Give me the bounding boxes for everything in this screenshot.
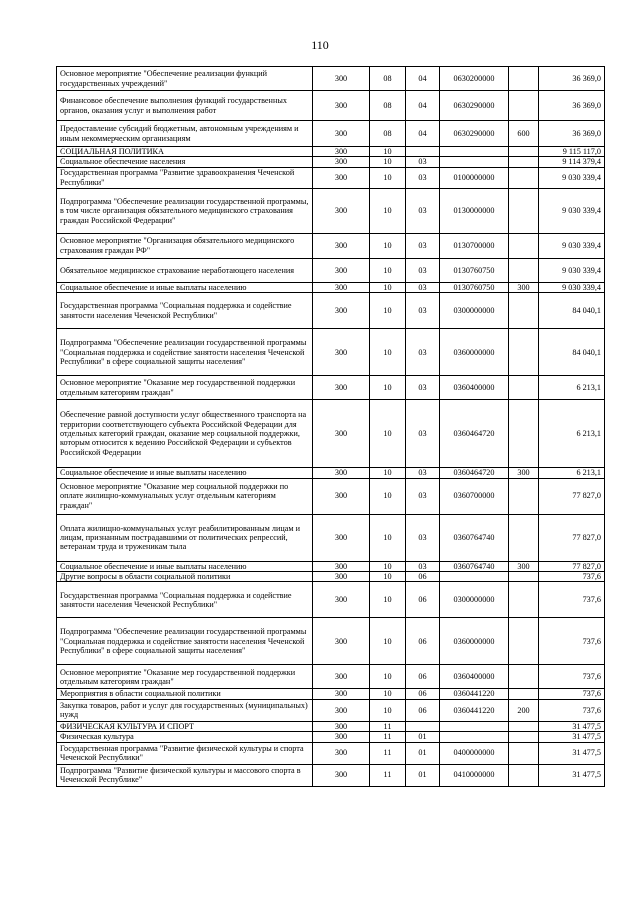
section-code-cell: 10 (370, 167, 406, 188)
row-name-cell: СОЦИАЛЬНАЯ ПОЛИТИКА (57, 147, 313, 157)
amount-cell: 31 477,5 (539, 721, 605, 731)
table-row (57, 282, 605, 292)
row-name-cell: Основное мероприятие "Оказание мер социальной поддержки по оплате жилищно-коммунальных услуг отдельным категориям граждан" (57, 478, 313, 514)
row-name-cell: Подпрограмма "Обеспечение реализации государственной программы, в том числе организация обязательного медицинского страхования граждан Российской Федерации" (57, 188, 313, 233)
ministry-code-cell: 300 (313, 561, 370, 571)
table-row (57, 665, 605, 689)
expense-type-cell: 300 (509, 282, 539, 292)
ministry-code-cell: 300 (313, 689, 370, 699)
section-code-cell: 08 (370, 91, 406, 121)
expense-type-cell (509, 514, 539, 561)
row-name-cell: Подпрограмма "Обеспечение реализации государственной программы "Социальная поддержка и содействие занятости населения Чеченской Республики" в сфере социальной защиты населения" (57, 329, 313, 376)
ministry-code-cell: 300 (313, 67, 370, 91)
expense-type-cell (509, 742, 539, 764)
ministry-code-cell: 300 (313, 618, 370, 665)
ministry-code-cell: 300 (313, 514, 370, 561)
section-code-cell: 10 (370, 572, 406, 582)
amount-cell: 9 030 339,4 (539, 167, 605, 188)
subsection-code-cell: 03 (406, 258, 440, 282)
subsection-code-cell: 03 (406, 157, 440, 167)
row-name-cell: Государственная программа "Социальная поддержка и содействие занятости населения Чеченской Республики" (57, 582, 313, 618)
target-article-cell (440, 147, 509, 157)
target-article-cell: 0300000000 (440, 293, 509, 329)
target-article-cell (440, 721, 509, 731)
subsection-code-cell: 03 (406, 282, 440, 292)
amount-cell: 9 114 379,4 (539, 157, 605, 167)
ministry-code-cell: 300 (313, 233, 370, 258)
section-code-cell: 10 (370, 282, 406, 292)
amount-cell: 737,6 (539, 572, 605, 582)
target-article-cell: 0360441220 (440, 699, 509, 721)
amount-cell: 737,6 (539, 689, 605, 699)
ministry-code-cell: 300 (313, 699, 370, 721)
target-article-cell: 0360000000 (440, 618, 509, 665)
row-name-cell: ФИЗИЧЕСКАЯ КУЛЬТУРА И СПОРТ (57, 721, 313, 731)
table-row (57, 572, 605, 582)
ministry-code-cell: 300 (313, 329, 370, 376)
table-row (57, 67, 605, 91)
row-name-cell: Обеспечение равной доступности услуг общественного транспорта на территории соответствующего субъекта Российской Федерации для отдельных категорий граждан, оказание мер социальной поддержки, которым относится к ведению Российской Федерации и субъектов Российской Федерации (57, 400, 313, 468)
row-name-cell: Государственная программа "Развитие здравоохранения Чеченской Республики" (57, 167, 313, 188)
amount-cell: 77 827,0 (539, 478, 605, 514)
target-article-cell: 0300000000 (440, 582, 509, 618)
table-row (57, 689, 605, 699)
amount-cell: 31 477,5 (539, 742, 605, 764)
subsection-code-cell: 03 (406, 376, 440, 400)
amount-cell: 9 030 339,4 (539, 258, 605, 282)
target-article-cell: 0360400000 (440, 665, 509, 689)
row-name-cell: Социальное обеспечение населения (57, 157, 313, 167)
amount-cell: 6 213,1 (539, 468, 605, 478)
table-row (57, 157, 605, 167)
amount-cell: 6 213,1 (539, 376, 605, 400)
ministry-code-cell: 300 (313, 665, 370, 689)
expense-type-cell: 600 (509, 121, 539, 147)
table-row (57, 618, 605, 665)
expense-type-cell (509, 572, 539, 582)
expense-type-cell (509, 91, 539, 121)
ministry-code-cell: 300 (313, 742, 370, 764)
ministry-code-cell: 300 (313, 258, 370, 282)
section-code-cell: 10 (370, 258, 406, 282)
section-code-cell: 10 (370, 293, 406, 329)
target-article-cell: 0360464720 (440, 468, 509, 478)
section-code-cell: 10 (370, 233, 406, 258)
ministry-code-cell: 300 (313, 147, 370, 157)
table-row (57, 699, 605, 721)
target-article-cell (440, 157, 509, 167)
expense-type-cell (509, 167, 539, 188)
amount-cell: 737,6 (539, 582, 605, 618)
section-code-cell: 11 (370, 732, 406, 742)
section-code-cell: 10 (370, 514, 406, 561)
target-article-cell: 0410000000 (440, 764, 509, 786)
table-row (57, 121, 605, 147)
target-article-cell: 0130760750 (440, 282, 509, 292)
ministry-code-cell: 300 (313, 721, 370, 731)
row-name-cell: Предоставление субсидий бюджетным, автономным учреждениям и иным некоммерческим организациям (57, 121, 313, 147)
row-name-cell: Основное мероприятие "Обеспечение реализации функций государственных учреждений" (57, 67, 313, 91)
ministry-code-cell: 300 (313, 764, 370, 786)
ministry-code-cell: 300 (313, 91, 370, 121)
expense-type-cell (509, 293, 539, 329)
subsection-code-cell: 03 (406, 188, 440, 233)
expense-type-cell (509, 721, 539, 731)
ministry-code-cell: 300 (313, 572, 370, 582)
ministry-code-cell: 300 (313, 582, 370, 618)
amount-cell: 737,6 (539, 618, 605, 665)
row-name-cell: Подпрограмма "Развитие физической культуры и массового спорта в Чеченской Республике" (57, 764, 313, 786)
subsection-code-cell: 03 (406, 478, 440, 514)
section-code-cell: 10 (370, 561, 406, 571)
amount-cell: 737,6 (539, 699, 605, 721)
budget-table-body (57, 67, 605, 787)
section-code-cell: 11 (370, 764, 406, 786)
row-name-cell: Мероприятия в области социальной политики (57, 689, 313, 699)
target-article-cell: 0360441220 (440, 689, 509, 699)
row-name-cell: Основное мероприятие "Оказание мер государственной поддержки отдельным категориям граждан" (57, 665, 313, 689)
amount-cell: 36 369,0 (539, 67, 605, 91)
expense-type-cell: 200 (509, 699, 539, 721)
ministry-code-cell: 300 (313, 400, 370, 468)
section-code-cell: 10 (370, 699, 406, 721)
amount-cell: 31 477,5 (539, 732, 605, 742)
expense-type-cell: 300 (509, 561, 539, 571)
section-code-cell: 11 (370, 721, 406, 731)
budget-table (56, 66, 605, 787)
section-code-cell: 10 (370, 478, 406, 514)
table-row (57, 376, 605, 400)
section-code-cell: 10 (370, 376, 406, 400)
section-code-cell: 10 (370, 157, 406, 167)
ministry-code-cell: 300 (313, 188, 370, 233)
expense-type-cell (509, 764, 539, 786)
table-row (57, 561, 605, 571)
amount-cell: 84 040,1 (539, 293, 605, 329)
subsection-code-cell: 03 (406, 468, 440, 478)
subsection-code-cell (406, 721, 440, 731)
subsection-code-cell: 03 (406, 329, 440, 376)
section-code-cell: 10 (370, 188, 406, 233)
section-code-cell: 10 (370, 689, 406, 699)
table-row (57, 147, 605, 157)
amount-cell: 77 827,0 (539, 561, 605, 571)
subsection-code-cell (406, 147, 440, 157)
subsection-code-cell: 03 (406, 400, 440, 468)
amount-cell: 84 040,1 (539, 329, 605, 376)
target-article-cell: 0130760750 (440, 258, 509, 282)
ministry-code-cell: 300 (313, 478, 370, 514)
row-name-cell: Социальное обеспечение и иные выплаты населению (57, 468, 313, 478)
expense-type-cell (509, 147, 539, 157)
section-code-cell: 11 (370, 742, 406, 764)
ministry-code-cell: 300 (313, 376, 370, 400)
amount-cell: 9 030 339,4 (539, 282, 605, 292)
ministry-code-cell: 300 (313, 293, 370, 329)
subsection-code-cell: 06 (406, 572, 440, 582)
table-row (57, 514, 605, 561)
section-code-cell: 10 (370, 329, 406, 376)
table-row (57, 258, 605, 282)
subsection-code-cell: 03 (406, 293, 440, 329)
row-name-cell: Основное мероприятие "Организация обязательного медицинского страхования граждан РФ" (57, 233, 313, 258)
row-name-cell: Физическая культура (57, 732, 313, 742)
row-name-cell: Подпрограмма "Обеспечение реализации государственной программы "Социальная поддержка и содействие занятости населения Чеченской Республики" в сфере социальной защиты населения" (57, 618, 313, 665)
target-article-cell: 0360400000 (440, 376, 509, 400)
expense-type-cell (509, 329, 539, 376)
target-article-cell: 0100000000 (440, 167, 509, 188)
expense-type-cell (509, 157, 539, 167)
row-name-cell: Оплата жилищно-коммунальных услуг реабилитированным лицам и лицам, признанным пострадавшими от политических репрессий, ветеранам труда и труженикам тыла (57, 514, 313, 561)
subsection-code-cell: 03 (406, 233, 440, 258)
subsection-code-cell: 04 (406, 121, 440, 147)
amount-cell: 36 369,0 (539, 91, 605, 121)
table-row (57, 293, 605, 329)
section-code-cell: 10 (370, 468, 406, 478)
expense-type-cell (509, 258, 539, 282)
target-article-cell (440, 572, 509, 582)
amount-cell: 9 030 339,4 (539, 188, 605, 233)
subsection-code-cell: 03 (406, 561, 440, 571)
table-row (57, 582, 605, 618)
table-row (57, 764, 605, 786)
amount-cell: 737,6 (539, 665, 605, 689)
ministry-code-cell: 300 (313, 121, 370, 147)
target-article-cell: 0630200000 (440, 67, 509, 91)
target-article-cell: 0360700000 (440, 478, 509, 514)
section-code-cell: 08 (370, 121, 406, 147)
amount-cell: 9 030 339,4 (539, 233, 605, 258)
table-row (57, 732, 605, 742)
target-article-cell (440, 732, 509, 742)
subsection-code-cell: 01 (406, 764, 440, 786)
target-article-cell: 0130700000 (440, 233, 509, 258)
target-article-cell: 0360764740 (440, 514, 509, 561)
row-name-cell: Социальное обеспечение и иные выплаты населению (57, 282, 313, 292)
subsection-code-cell: 01 (406, 732, 440, 742)
table-row (57, 188, 605, 233)
expense-type-cell (509, 400, 539, 468)
section-code-cell: 10 (370, 147, 406, 157)
expense-type-cell (509, 233, 539, 258)
row-name-cell: Другие вопросы в области социальной политики (57, 572, 313, 582)
ministry-code-cell: 300 (313, 468, 370, 478)
section-code-cell: 10 (370, 582, 406, 618)
subsection-code-cell: 04 (406, 67, 440, 91)
subsection-code-cell: 06 (406, 689, 440, 699)
expense-type-cell: 300 (509, 468, 539, 478)
section-code-cell: 10 (370, 665, 406, 689)
table-row (57, 468, 605, 478)
expense-type-cell (509, 732, 539, 742)
table-row (57, 91, 605, 121)
amount-cell: 36 369,0 (539, 121, 605, 147)
expense-type-cell (509, 618, 539, 665)
table-row (57, 233, 605, 258)
subsection-code-cell: 04 (406, 91, 440, 121)
subsection-code-cell: 03 (406, 167, 440, 188)
expense-type-cell (509, 478, 539, 514)
subsection-code-cell: 06 (406, 618, 440, 665)
subsection-code-cell: 06 (406, 665, 440, 689)
ministry-code-cell: 300 (313, 167, 370, 188)
table-row (57, 329, 605, 376)
row-name-cell: Государственная программа "Развитие физической культуры и спорта Чеченской Республики" (57, 742, 313, 764)
table-row (57, 721, 605, 731)
subsection-code-cell: 06 (406, 699, 440, 721)
table-row (57, 167, 605, 188)
target-article-cell: 0360000000 (440, 329, 509, 376)
expense-type-cell (509, 67, 539, 91)
section-code-cell: 08 (370, 67, 406, 91)
expense-type-cell (509, 376, 539, 400)
expense-type-cell (509, 689, 539, 699)
target-article-cell: 0630290000 (440, 121, 509, 147)
ministry-code-cell: 300 (313, 282, 370, 292)
ministry-code-cell: 300 (313, 732, 370, 742)
row-name-cell: Основное мероприятие "Оказание мер государственной поддержки отдельным категориям граждан" (57, 376, 313, 400)
row-name-cell: Социальное обеспечение и иные выплаты населению (57, 561, 313, 571)
table-row (57, 742, 605, 764)
row-name-cell: Обязательное медицинское страхование неработающего населения (57, 258, 313, 282)
section-code-cell: 10 (370, 618, 406, 665)
row-name-cell: Финансовое обеспечение выполнения функций государственных органов, оказания услуг и выполнения работ (57, 91, 313, 121)
target-article-cell: 0130000000 (440, 188, 509, 233)
amount-cell: 31 477,5 (539, 764, 605, 786)
subsection-code-cell: 03 (406, 514, 440, 561)
target-article-cell: 0630290000 (440, 91, 509, 121)
target-article-cell: 0360464720 (440, 400, 509, 468)
subsection-code-cell: 06 (406, 582, 440, 618)
row-name-cell: Закупка товаров, работ и услуг для государственных (муниципальных) нужд (57, 699, 313, 721)
table-row (57, 478, 605, 514)
target-article-cell: 0400000000 (440, 742, 509, 764)
expense-type-cell (509, 188, 539, 233)
expense-type-cell (509, 665, 539, 689)
amount-cell: 77 827,0 (539, 514, 605, 561)
target-article-cell: 0360764740 (440, 561, 509, 571)
amount-cell: 9 115 117,0 (539, 147, 605, 157)
subsection-code-cell: 01 (406, 742, 440, 764)
section-code-cell: 10 (370, 400, 406, 468)
row-name-cell: Государственная программа "Социальная поддержка и содействие занятости населения Чеченской Республики" (57, 293, 313, 329)
expense-type-cell (509, 582, 539, 618)
amount-cell: 6 213,1 (539, 400, 605, 468)
table-row (57, 400, 605, 468)
ministry-code-cell: 300 (313, 157, 370, 167)
page-number: 110 (311, 38, 329, 52)
